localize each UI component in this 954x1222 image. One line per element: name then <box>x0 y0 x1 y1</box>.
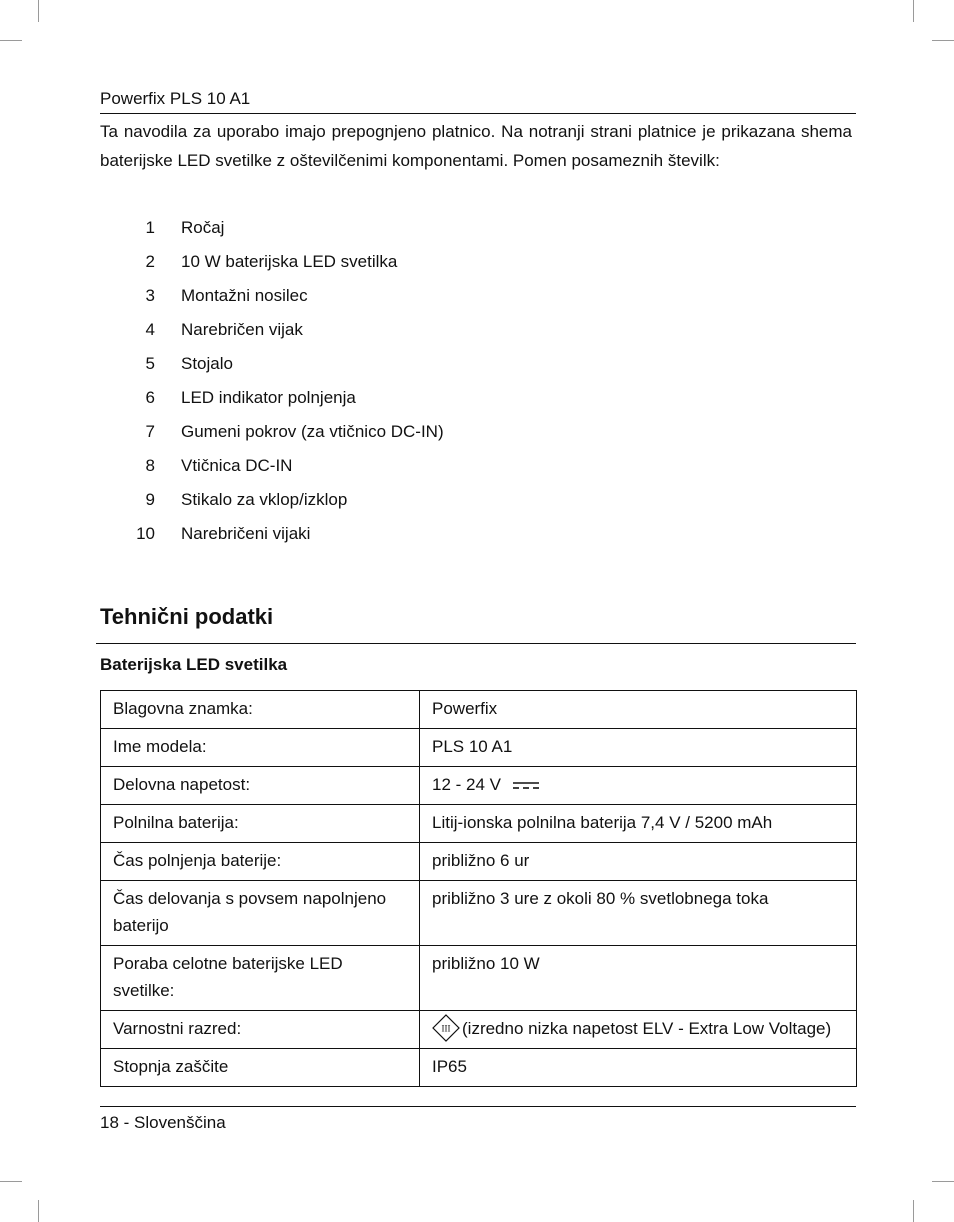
intro-paragraph: Ta navodila za uporabo imajo prepognjeno platnico. Na notranji strani platnice je prikazana shema baterijske LED svetilke z oštevilčenimi komponentami. Pomen posameznih številk: <box>100 122 852 170</box>
part-number: 1 <box>145 218 155 237</box>
footer-rule <box>100 1106 856 1107</box>
part-number: 2 <box>145 252 155 271</box>
part-label: Montažni nosilec <box>181 286 308 305</box>
running-header: Powerfix PLS 10 A1 <box>100 89 251 108</box>
spec-value-cell <box>420 1011 857 1049</box>
specs-table <box>100 690 857 1087</box>
part-number: 5 <box>145 354 155 373</box>
part-label: Vtičnica DC-IN <box>181 456 293 475</box>
crop-mark <box>913 1200 914 1222</box>
part-number: 6 <box>145 388 155 407</box>
table-row <box>101 946 857 1011</box>
table-row <box>101 881 857 946</box>
table-row <box>101 729 857 767</box>
part-label: Stikalo za vklop/izklop <box>181 490 348 509</box>
spec-key: Ime modela: <box>101 729 420 767</box>
crop-mark <box>932 1181 954 1182</box>
section-title: Tehnični podatki <box>100 604 274 629</box>
table-row <box>101 1049 857 1087</box>
table-row <box>101 1011 857 1049</box>
part-number: 7 <box>145 422 155 441</box>
crop-mark <box>0 1181 22 1182</box>
spec-value: približno 10 W <box>420 946 857 1011</box>
crop-mark <box>38 1200 39 1222</box>
crop-mark <box>932 40 954 41</box>
spec-key: Blagovna znamka: <box>101 691 420 729</box>
part-label: Narebričen vijak <box>181 320 303 339</box>
table-row <box>101 691 857 729</box>
part-number: 4 <box>145 320 155 339</box>
spec-value: Litij-ionska polnilna baterija 7,4 V / 5200 mAh <box>420 805 857 843</box>
part-number: 9 <box>145 490 155 509</box>
spec-key: Delovna napetost: <box>101 767 420 805</box>
part-number: 3 <box>145 286 155 305</box>
crop-mark <box>913 0 914 22</box>
spec-value: približno 3 ure z okoli 80 % svetlobnega toka <box>420 881 857 946</box>
part-label: LED indikator polnjenja <box>181 388 356 407</box>
section-rule <box>96 643 856 644</box>
spec-key: Varnostni razred: <box>101 1011 420 1049</box>
part-label: 10 W baterijska LED svetilka <box>181 252 398 271</box>
spec-value: PLS 10 A1 <box>420 729 857 767</box>
spec-key: Polnilna baterija: <box>101 805 420 843</box>
spec-value: približno 6 ur <box>420 843 857 881</box>
spec-value: (izredno nizka napetost ELV - Extra Low Voltage) <box>462 1019 832 1038</box>
part-label: Gumeni pokrov (za vtičnico DC-IN) <box>181 422 444 441</box>
table-row <box>101 805 857 843</box>
part-label: Ročaj <box>181 218 225 237</box>
header-rule <box>100 113 856 114</box>
spec-value: IP65 <box>420 1049 857 1087</box>
part-label: Narebričeni vijaki <box>181 524 311 543</box>
protection-class-iii-icon <box>432 1014 460 1042</box>
table-row <box>101 767 857 805</box>
protection-class-label: III <box>441 1023 451 1034</box>
spec-key: Čas polnjenja baterije: <box>101 843 420 881</box>
part-number: 10 <box>136 524 155 543</box>
page-footer: 18 - Slovenščina <box>100 1113 226 1132</box>
spec-key: Poraba celotne baterijske LED svetilke: <box>101 946 420 1011</box>
spec-key: Stopnja zaščite <box>101 1049 420 1087</box>
spec-value: 12 - 24 V <box>432 775 501 794</box>
dc-symbol-icon <box>512 781 540 791</box>
spec-key: Čas delovanja s povsem napolnjeno baterijo <box>101 881 420 946</box>
crop-mark <box>38 0 39 22</box>
subsection-title: Baterijska LED svetilka <box>100 655 288 674</box>
crop-mark <box>0 40 22 41</box>
spec-value-cell <box>420 767 857 805</box>
part-number: 8 <box>145 456 155 475</box>
spec-value: Powerfix <box>420 691 857 729</box>
part-label: Stojalo <box>181 354 233 373</box>
table-row <box>101 843 857 881</box>
